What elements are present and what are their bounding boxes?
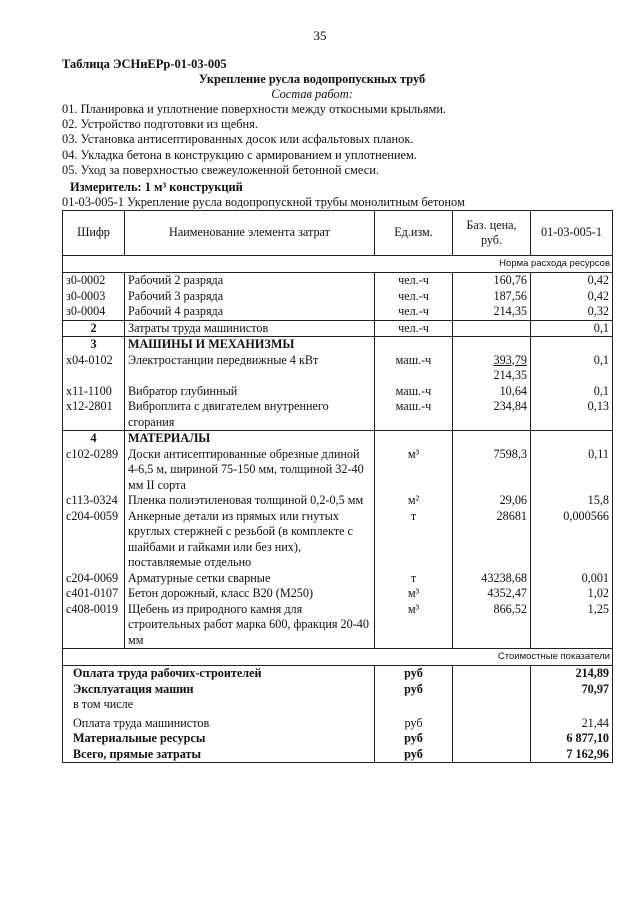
- table-row: [63, 384, 613, 400]
- header-unit: Ед.изм.: [375, 211, 453, 256]
- cell-name: Электростанции передвижные 4 кВт: [125, 353, 375, 384]
- cell-name: Затраты труда машинистов: [125, 320, 375, 337]
- cell-unit: маш.-ч: [375, 384, 453, 400]
- cell-name: Рабочий 4 разряда: [125, 304, 375, 320]
- cell-code: с102-0289: [63, 447, 125, 494]
- section-row: [63, 337, 613, 353]
- table-row: [63, 602, 613, 649]
- cost-materials-name: Материальные ресурсы: [63, 731, 375, 747]
- cell-price: 234,84: [453, 399, 531, 431]
- cell-unit: т: [375, 571, 453, 587]
- table-row: [63, 289, 613, 305]
- cell-norm: 0,1: [531, 384, 613, 400]
- cell-norm: 0,001: [531, 571, 613, 587]
- cell-unit: чел.-ч: [375, 289, 453, 305]
- cell-norm: 0,42: [531, 289, 613, 305]
- resource-table: [62, 210, 613, 763]
- cell-price: 4352,47: [453, 586, 531, 602]
- work-item: 05. Уход за поверхностью свежеуложенной бетонной смеси.: [62, 163, 379, 177]
- cost-row: [63, 747, 613, 763]
- cost-labor-value: 214,89: [531, 666, 613, 682]
- cell-unit: м³: [375, 586, 453, 602]
- work-item: 03. Установка антисептированных досок или асфальтовых планок.: [62, 132, 414, 146]
- variant-line: 01-03-005-1 Укрепление русла водопропускной трубы монолитным бетоном: [62, 195, 465, 209]
- cell-name: Доски антисептированные обрезные длиной 4-6,5 м, шириной 75-150 мм, толщиной 32-40 мм II сорта: [125, 447, 375, 494]
- cell-name: Щебень из природного камня для строительных работ марка 600, фракция 20-40 мм: [125, 602, 375, 649]
- cell-price: 187,56: [453, 289, 531, 305]
- cell-code: с204-0069: [63, 571, 125, 587]
- cost-operators-unit: руб: [375, 713, 453, 732]
- cell-unit: чел.-ч: [375, 304, 453, 320]
- cell-code: х11-1100: [63, 384, 125, 400]
- cost-row: [63, 731, 613, 747]
- work-item: 01. Планировка и уплотнение поверхности между откосными крыльями.: [62, 102, 447, 116]
- cost-materials-value: 6 877,10: [531, 731, 613, 747]
- cell-code: с408-0019: [63, 602, 125, 649]
- cell-price: 160,76: [453, 273, 531, 289]
- cell-price: 29,06: [453, 493, 531, 509]
- cell-code: з0-0004: [63, 304, 125, 320]
- cell-name: Пленка полиэтиленовая толщиной 0,2-0,5 мм: [125, 493, 375, 509]
- section-code: 4: [63, 431, 125, 447]
- measure-label: Измеритель: 1 м³ конструкций: [70, 180, 243, 194]
- cell-price: 43238,68: [453, 571, 531, 587]
- section-code: 2: [63, 320, 125, 337]
- table-heading: Укрепление русла водопропускных труб: [198, 72, 426, 86]
- table-row: [63, 571, 613, 587]
- table-row: [63, 273, 613, 289]
- cell-norm: 0,11: [531, 447, 613, 494]
- table-row: [63, 353, 613, 384]
- cell-name: Виброплита с двигателем внутреннего сгорания: [125, 399, 375, 431]
- band-row: [63, 256, 613, 273]
- cost-row: [63, 697, 613, 713]
- table-row: [63, 493, 613, 509]
- cell-norm: 15,8: [531, 493, 613, 509]
- table-row: [63, 586, 613, 602]
- header-code: Шифр: [63, 211, 125, 256]
- cell-name: Бетон дорожный, класс В20 (М250): [125, 586, 375, 602]
- cell-code: с204-0059: [63, 509, 125, 571]
- section-title: МАТЕРИАЛЫ: [125, 431, 375, 447]
- cell-unit: маш.-ч: [375, 399, 453, 431]
- band-cost: Стоимостные показатели: [63, 649, 613, 666]
- cell-code: х04-0102: [63, 353, 125, 384]
- cell-code: с401-0107: [63, 586, 125, 602]
- cost-labor-unit: руб: [375, 666, 453, 682]
- cost-row: [63, 666, 613, 682]
- cell-unit: м³: [375, 602, 453, 649]
- page-number: 35: [313, 28, 327, 43]
- cell-norm: 1,25: [531, 602, 613, 649]
- cell-price: 214,35: [453, 304, 531, 320]
- cell-unit: м²: [375, 493, 453, 509]
- cell-norm: 0,32: [531, 304, 613, 320]
- work-item: 02. Устройство подготовки из щебня.: [62, 117, 258, 131]
- cell-norm: 0,42: [531, 273, 613, 289]
- band-row: [63, 649, 613, 666]
- cell-code: з0-0003: [63, 289, 125, 305]
- cell-unit: чел.-ч: [375, 273, 453, 289]
- cell-unit: м³: [375, 447, 453, 494]
- cost-total-unit: руб: [375, 747, 453, 763]
- section-code: 3: [63, 337, 125, 353]
- cost-materials-unit: руб: [375, 731, 453, 747]
- cell-name: Рабочий 2 разряда: [125, 273, 375, 289]
- section-row: [63, 431, 613, 447]
- table-header-row: [63, 211, 613, 256]
- table-row: [63, 320, 613, 337]
- table-row: [63, 509, 613, 571]
- cost-machines-unit: руб: [375, 682, 453, 698]
- cost-operators-value: 21,44: [531, 713, 613, 732]
- header-price: Баз. цена, руб.: [453, 211, 531, 256]
- cell-price-secondary: 214,35: [493, 368, 527, 382]
- cost-including: в том числе: [63, 697, 375, 713]
- cell-price-main: 393,79: [493, 352, 527, 367]
- cell-unit: т: [375, 509, 453, 571]
- header-name: Наименование элемента затрат: [125, 211, 375, 256]
- table-row: [63, 304, 613, 320]
- cost-labor-name: Оплата труда рабочих-строителей: [63, 666, 375, 682]
- cost-row: [63, 713, 613, 732]
- cost-total-name: Всего, прямые затраты: [63, 747, 375, 763]
- cell-code: з0-0002: [63, 273, 125, 289]
- cell-price: 10,64: [453, 384, 531, 400]
- cell-norm: 0,1: [531, 320, 613, 337]
- cell-code: х12-2801: [63, 399, 125, 431]
- composition-label: Состав работ:: [271, 87, 353, 101]
- work-item: 04. Укладка бетона в конструкцию с армированием и уплотнением.: [62, 148, 417, 162]
- section-title: МАШИНЫ И МЕХАНИЗМЫ: [125, 337, 375, 353]
- cell-code: с113-0324: [63, 493, 125, 509]
- cell-unit: маш.-ч: [375, 353, 453, 384]
- cost-machines-name: Эксплуатация машин: [63, 682, 375, 698]
- table-row: [63, 447, 613, 494]
- cell-name: Анкерные детали из прямых или гнутых круглых стержней с резьбой (в комплекте с шайбами и гайками или без них), поставляемые отдельно: [125, 509, 375, 571]
- cell-name: Вибратор глубинный: [125, 384, 375, 400]
- cell-name: Арматурные сетки сварные: [125, 571, 375, 587]
- cost-row: [63, 682, 613, 698]
- table-row: [63, 399, 613, 431]
- band-norm: Норма расхода ресурсов: [63, 256, 613, 273]
- cost-operators-name: Оплата труда машинистов: [63, 713, 375, 732]
- cell-norm: 0,13: [531, 399, 613, 431]
- cost-total-value: 7 162,96: [531, 747, 613, 763]
- table-title: Таблица ЭСНиЕРр-01-03-005: [62, 57, 227, 71]
- cell-unit: чел.-ч: [375, 320, 453, 337]
- cell-price: [453, 353, 531, 384]
- cell-norm: 0,1: [531, 353, 613, 384]
- cell-norm: 1,02: [531, 586, 613, 602]
- cost-machines-value: 70,97: [531, 682, 613, 698]
- cell-name: Рабочий 3 разряда: [125, 289, 375, 305]
- header-norm: 01-03-005-1: [531, 211, 613, 256]
- cell-price: 7598,3: [453, 447, 531, 494]
- cell-norm: 0,000566: [531, 509, 613, 571]
- cell-price: 28681: [453, 509, 531, 571]
- cell-price: 866,52: [453, 602, 531, 649]
